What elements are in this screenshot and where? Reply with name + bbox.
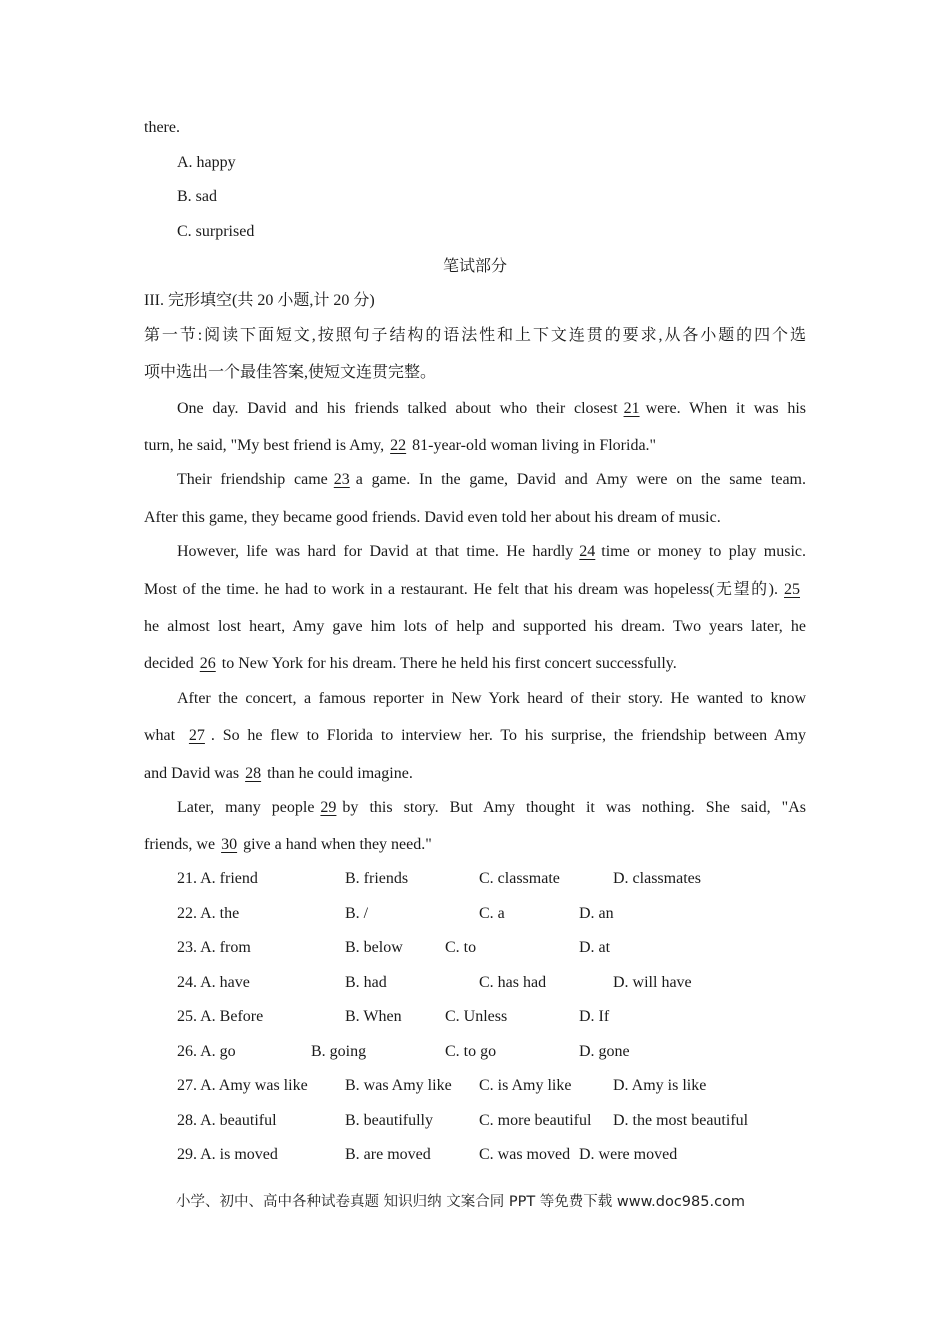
passage-line: After the concert, a famous reporter in New York heard of their story. He wanted to know	[177, 690, 806, 707]
passage-line: One day. David and his friends talked about who their closest 21 were. When it was his	[177, 400, 806, 417]
part-heading: III. 完形填空(共 20 小题,计 20 分)	[144, 292, 375, 309]
passage-line: Most of the time. he had to work in a restaurant. He felt that his dream was hopeless(无望的). 25	[144, 571, 806, 608]
blank-27: 27	[188, 727, 205, 744]
question-25-b: B. When	[345, 1008, 402, 1025]
question-22-d: D. an	[579, 905, 614, 922]
question-24-b: B. had	[345, 974, 387, 991]
question-23-c: C. to	[445, 939, 477, 956]
option-b: B. sad	[177, 188, 217, 205]
passage-line: Their friendship came 23 a game. In the game, David and Amy were on the same team.	[177, 471, 806, 488]
instruction-line-1: 第一节:阅读下面短文,按照句子结构的语法性和上下文连贯的要求,从各小题的四个选	[144, 327, 806, 344]
question-25-a: 25. A. Before	[177, 1008, 264, 1025]
passage-line: what 27 . So he flew to Florida to interview her. To his surprise, the friendship between Amy	[144, 727, 807, 744]
option-a: A. happy	[177, 154, 236, 171]
question-28-c: C. more beautiful	[479, 1112, 592, 1129]
passage-line: decided 26 to New York for his dream. There he held his first concert successfully.	[144, 655, 677, 672]
passage-line: However, life was hard for David at that time. He hardly 24 time or money to play music.	[177, 543, 806, 560]
question-21-d: D. classmates	[613, 870, 701, 887]
question-29-c: C. was moved	[479, 1146, 571, 1163]
question-22-b: B. /	[345, 905, 369, 922]
blank-26: 26	[199, 655, 216, 672]
question-28-a: 28. A. beautiful	[177, 1112, 277, 1129]
question-26-c: C. to go	[445, 1043, 497, 1060]
passage-line: turn, he said, "My best friend is Amy, 22 81-year-old woman living in Florida."	[144, 437, 657, 454]
blank-24: 24	[579, 543, 596, 560]
question-26-d: D. gone	[579, 1043, 630, 1060]
passage-line: and David was 28 than he could imagine.	[144, 765, 413, 782]
question-23-d: D. at	[579, 939, 611, 956]
question-25-c: C. Unless	[445, 1008, 508, 1025]
question-23-b: B. below	[345, 939, 403, 956]
blank-21: 21	[623, 400, 640, 417]
option-c: C. surprised	[177, 223, 255, 240]
blank-22: 22	[390, 437, 407, 454]
question-29-d: D. were moved	[579, 1146, 678, 1163]
question-21-a: 21. A. friend	[177, 870, 258, 887]
instruction-line-2: 项中选出一个最佳答案,使短文连贯完整。	[144, 364, 437, 381]
question-26-b: B. going	[311, 1043, 367, 1060]
footer-advert: 小学、初中、高中各种试卷真题 知识归纳 文案合同 PPT 等免费下载 www.doc985.com	[176, 1194, 746, 1210]
question-27-b: B. was Amy like	[345, 1077, 452, 1094]
blank-23: 23	[333, 471, 350, 488]
blank-29: 29	[320, 799, 337, 816]
question-28-d: D. the most beautiful	[613, 1112, 749, 1129]
question-21-b: B. friends	[345, 870, 409, 887]
blank-30: 30	[221, 836, 238, 853]
passage-line: friends, we 30 give a hand when they need."	[144, 836, 432, 853]
section-title: 笔试部分	[442, 258, 507, 275]
passage-line: he almost lost heart, Amy gave him lots of help and supported his dream. Two years later, he	[144, 618, 806, 635]
blank-28: 28	[245, 765, 262, 782]
question-22-a: 22. A. the	[177, 905, 240, 922]
question-27-c: C. is Amy like	[479, 1077, 572, 1094]
question-24-d: D. will have	[613, 974, 692, 991]
previous-question-tail: there.	[144, 119, 180, 136]
question-24-a: 24. A. have	[177, 974, 250, 991]
question-27-a: 27. A. Amy was like	[177, 1077, 308, 1094]
question-24-c: C. has had	[479, 974, 547, 991]
passage-line: Later, many people 29 by this story. But Amy thought it was nothing. She said, "As	[177, 799, 806, 816]
question-29-a: 29. A. is moved	[177, 1146, 278, 1163]
question-25-d: D. If	[579, 1008, 610, 1025]
question-21-c: C. classmate	[479, 870, 560, 887]
blank-25: 25	[784, 581, 800, 598]
passage-line: After this game, they became good friends. David even told her about his dream of music.	[144, 509, 721, 526]
question-23-a: 23. A. from	[177, 939, 251, 956]
question-26-a: 26. A. go	[177, 1043, 236, 1060]
question-27-d: D. Amy is like	[613, 1077, 707, 1094]
question-29-b: B. are moved	[345, 1146, 431, 1163]
question-22-c: C. a	[479, 905, 505, 922]
question-28-b: B. beautifully	[345, 1112, 433, 1129]
